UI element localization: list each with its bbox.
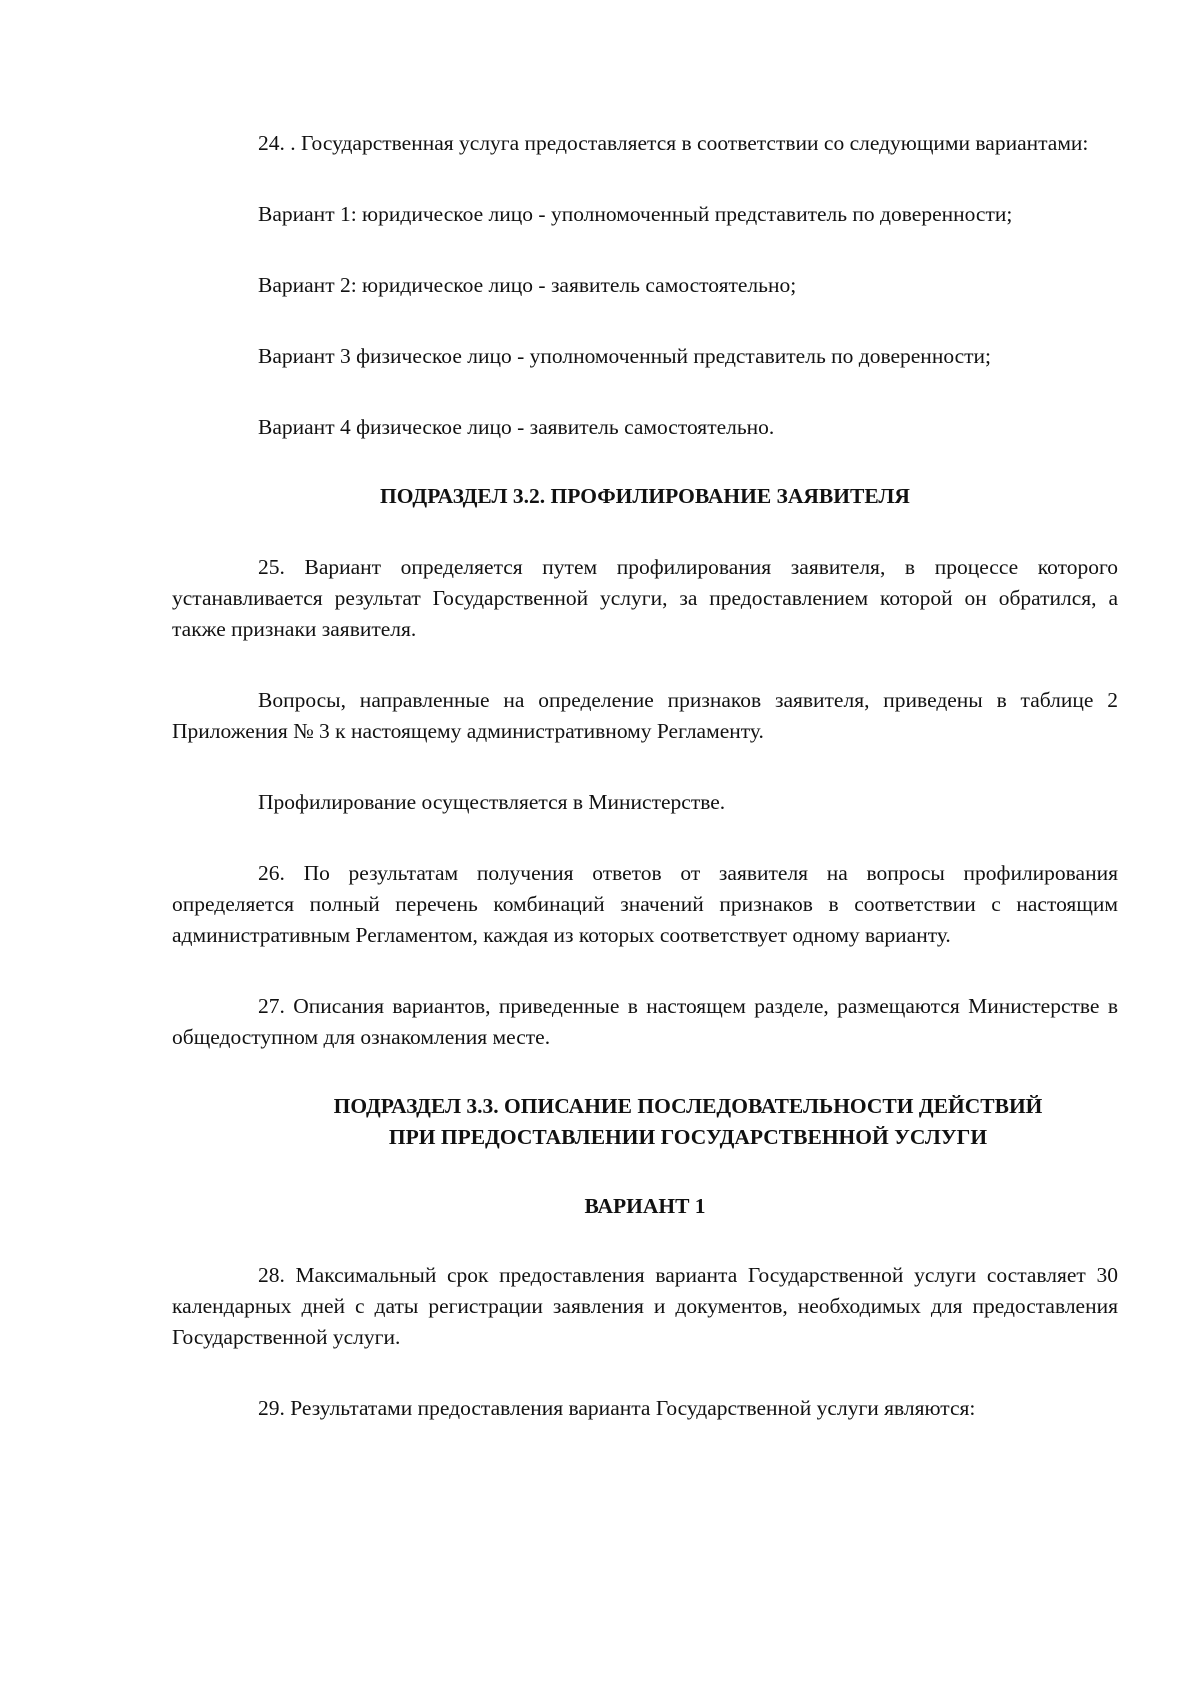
variant-1-text: Вариант 1: юридическое лицо - уполномоченный представитель по доверенности; — [258, 202, 1013, 226]
variant-4-text: Вариант 4 физическое лицо - заявитель самостоятельно. — [258, 415, 775, 439]
variant-1-heading: ВАРИАНТ 1 — [584, 1194, 706, 1218]
paragraph-25: 25. Вариант определяется путем профилирования заявителя, в процессе которого устанавливается результат Государственной услуги, за предоставлением которой он обратился, а также признаки заявителя. — [172, 555, 1118, 641]
paragraph-profiling: Профилирование осуществляется в Министерстве. — [258, 790, 726, 814]
subsection-3-2-heading: ПОДРАЗДЕЛ 3.2. ПРОФИЛИРОВАНИЕ ЗАЯВИТЕЛЯ — [380, 484, 910, 508]
paragraph-24: 24. . Государственная услуга предоставляется в соответствии со следующими вариантами: — [258, 131, 1089, 155]
paragraph-26: 26. По результатам получения ответов от заявителя на вопросы профилирования определяется полный перечень комбинаций значений признаков в соответствии с настоящим административным Регламентом, каждая из которых соответствует одному варианту. — [172, 861, 1118, 947]
variant-3-text: Вариант 3 физическое лицо - уполномоченный представитель по доверенности; — [258, 344, 992, 368]
subsection-3-3-heading-line-2: ПРИ ПРЕДОСТАВЛЕНИИ ГОСУДАРСТВЕННОЙ УСЛУГИ — [388, 1125, 988, 1149]
paragraph-28: 28. Максимальный срок предоставления варианта Государственной услуги составляет 30 календарных дней с даты регистрации заявления и документов, необходимых для предоставления Государственной услуги. — [172, 1263, 1118, 1349]
paragraph-29: 29. Результатами предоставления варианта Государственной услуги являются: — [258, 1396, 976, 1420]
subsection-3-3-heading-line-1: ПОДРАЗДЕЛ 3.3. ОПИСАНИЕ ПОСЛЕДОВАТЕЛЬНОСТИ ДЕЙСТВИЙ — [333, 1094, 1043, 1118]
paragraph-27: 27. Описания вариантов, приведенные в настоящем разделе, размещаются Министерстве в общедоступном для ознакомления месте. — [172, 994, 1118, 1049]
subsection-3-3-heading — [172, 1091, 1118, 1153]
variant-2-text: Вариант 2: юридическое лицо - заявитель самостоятельно; — [258, 273, 797, 297]
document-page — [172, 128, 1118, 1424]
paragraph-questions: Вопросы, направленные на определение признаков заявителя, приведены в таблице 2 Приложения № 3 к настоящему административному Регламенту. — [172, 688, 1118, 743]
